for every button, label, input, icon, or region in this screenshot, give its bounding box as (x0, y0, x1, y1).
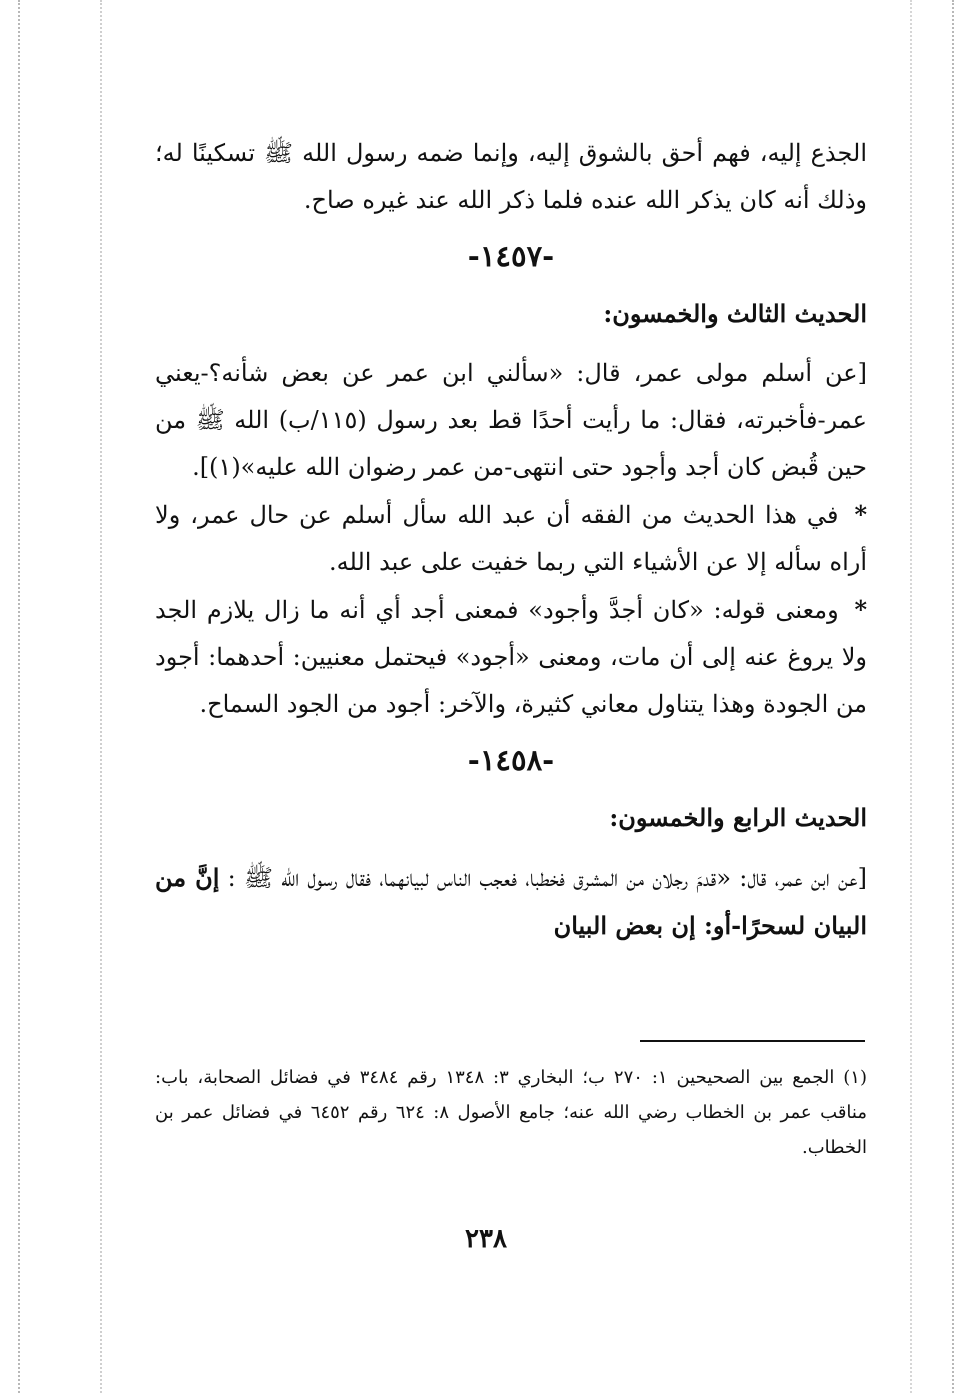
footnote-separator (640, 1040, 865, 1042)
hadith-number-1458: -١٤٥٨- (467, 743, 555, 777)
commentary-bullet-1-text: في هذا الحديث من الفقه أن عبد الله سأل أسلم عن حال عمر، ولا أراه سأله إلا عن الأشياء التي ربما خفيت على عبد الله. (155, 501, 867, 576)
footnote-1: (١) الجمع بين الصحيحين ١: ٢٧٠ ب؛ البخاري ٣: ١٣٤٨ رقم ٣٤٨٤ في فضائل الصحابة، باب: مناقب عمر بن الخطاب رضي الله عنه؛ جامع الأصول ٨: ٦٢٤ رقم ٦٤٥٢ في فضائل عمر بن الخطاب. (155, 1067, 867, 1158)
scan-edge-left-inner (100, 0, 102, 1393)
scan-edge-right-inner (910, 0, 912, 1393)
bullet-star-icon: * (854, 595, 867, 624)
hadith-54-text-start: [عن ابن عمر، قال: «قدمَ رجلان من المشرق فخطبا، فعجب الناس لبيانهما، فقال رسول الله ﷺ : (227, 864, 867, 892)
intro-paragraph: الجذع إليه، فهم أحق بالشوق إليه، وإنما ضمه رسول الله ﷺ تسكينًا له؛ وذلك أنه كان يذكر الله عنده فلما ذكر الله عند غيره صاح. (155, 139, 867, 214)
footnotes (155, 1060, 867, 1165)
scan-edge-right-outer (952, 0, 954, 1393)
page-body (155, 130, 867, 950)
bullet-star-icon: * (854, 500, 867, 529)
page-number: ٢٣٨ (465, 1224, 507, 1254)
hadith-54-title: الحديث الرابع والخمسون: (609, 803, 867, 832)
hadith-53-title: الحديث الثالث والخمسون: (603, 299, 867, 328)
commentary-bullet-2-text: ومعنى قوله: «كان أجدَّ وأجود» فمعنى أجد أي أنه ما زال يلازم الجد ولا يروغ عنه إلى أن مات، ومعنى «أجود» فيحتمل معنيين: أحدهما: أجود من الجودة وهذا يتناول معاني كثيرة، والآخر: أجود من الجود السماح. (155, 596, 867, 718)
hadith-number-1457: -١٤٥٧- (467, 239, 555, 273)
hadith-54-text (155, 854, 867, 950)
commentary-bullet-1 (155, 491, 867, 586)
commentary-bullet-2 (155, 586, 867, 728)
hadith-53-text: [عن أسلم مولى عمر، قال: «سألني ابن عمر عن بعض شأنه؟-يعني عمر-فأخبرته، فقال: ما رأيت أحدًا قط بعد رسول (١١٥/ب) الله ﷺ من حين قُبض كان أجد وأجود حتى انتهى-من عمر رضوان الله عليه»(١)]. (155, 359, 867, 481)
scan-edge-left-outer (18, 0, 20, 1393)
hadith-54-text-bold: إنَّ من البيان لسحرًا-أو: إن بعض البيان (155, 863, 867, 940)
